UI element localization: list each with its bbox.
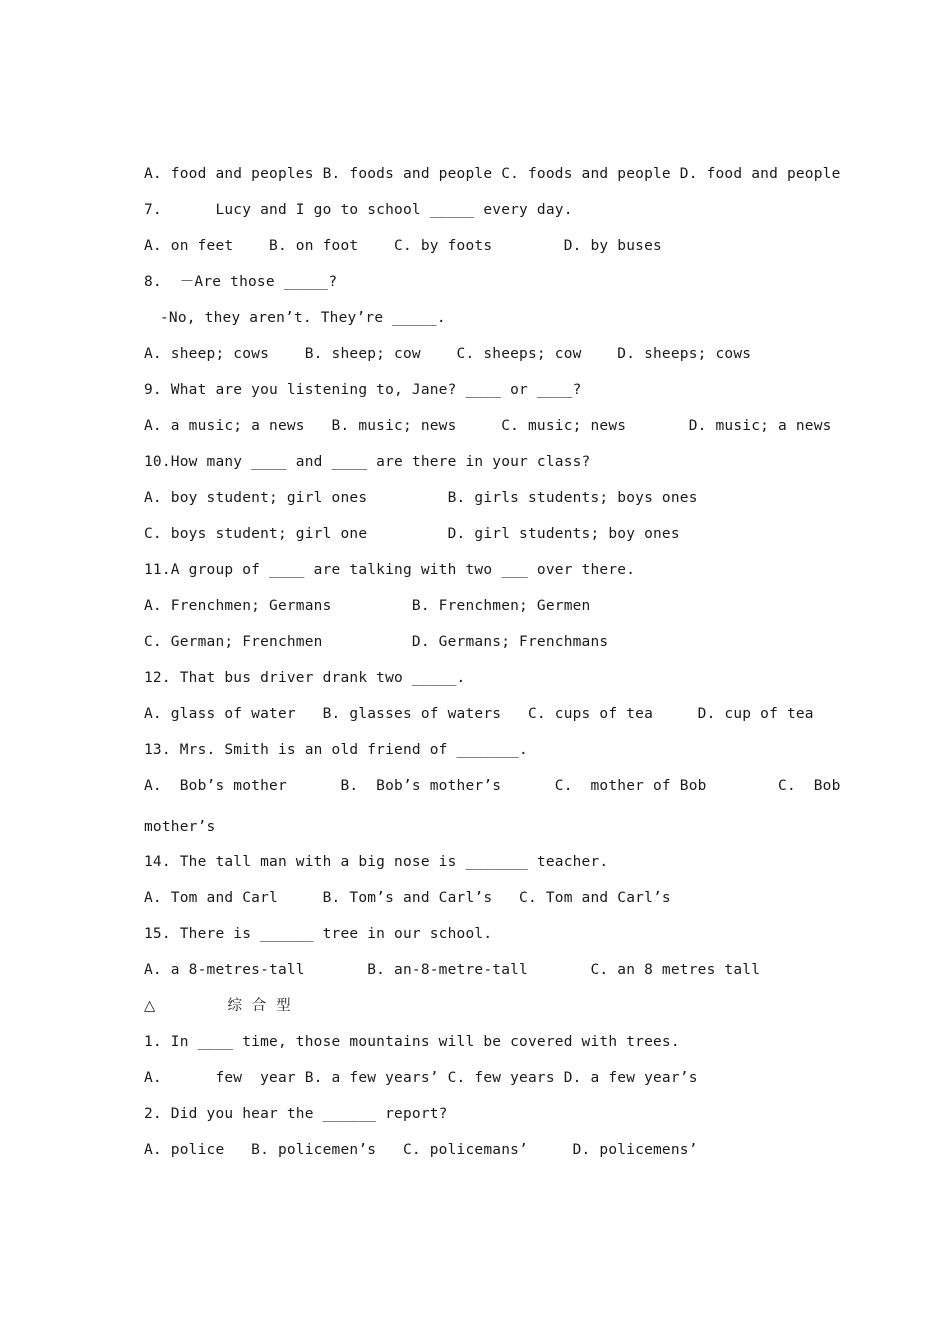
- q13-options-wrap: mother’s: [144, 819, 216, 835]
- q14-question: 14. The tall man with a big nose is _______ teacher.: [144, 854, 609, 870]
- q15-options: A. a 8-metres-tall B. an-8-metre-tall C. an 8 metres tall: [144, 962, 761, 978]
- q11-options-cd: C. German; Frenchmen D. Germans; Frenchmans: [144, 634, 609, 650]
- q6-options: A. food and peoples B. foods and people C. foods and people D. food and people: [144, 166, 841, 182]
- c2-options: A. police B. policemen’s C. policemans’ D. policemens’: [144, 1142, 698, 1158]
- q13-options: A. Bob’s mother B. Bob’s mother’s C. mother of Bob C. Bob: [144, 778, 841, 794]
- q10-options-ab: A. boy student; girl ones B. girls students; boys ones: [144, 490, 698, 506]
- q11-question: 11.A group of ____ are talking with two ___ over there.: [144, 562, 636, 578]
- q15-question: 15. There is ______ tree in our school.: [144, 926, 493, 942]
- q13-question: 13. Mrs. Smith is an old friend of _______.: [144, 742, 528, 758]
- q7-question: 7. Lucy and I go to school _____ every day.: [144, 202, 573, 218]
- q7-options: A. on feet B. on foot C. by foots D. by buses: [144, 238, 662, 254]
- q10-question: 10.How many ____ and ____ are there in your class?: [144, 454, 591, 470]
- q8-question: 8. －Are those _____?: [144, 274, 338, 290]
- q12-question: 12. That bus driver drank two _____.: [144, 670, 466, 686]
- c1-question: 1. In ____ time, those mountains will be covered with trees.: [144, 1034, 680, 1050]
- q14-options: A. Tom and Carl B. Tom’s and Carl’s C. Tom and Carl’s: [144, 890, 671, 906]
- c2-question: 2. Did you hear the ______ report?: [144, 1106, 448, 1122]
- q10-options-cd: C. boys student; girl one D. girl students; boy ones: [144, 526, 680, 542]
- q8-answer-line: -No, they aren’t. They’re _____.: [160, 310, 446, 326]
- q11-options-ab: A. Frenchmen; Germans B. Frenchmen; Germen: [144, 598, 591, 614]
- q9-question: 9. What are you listening to, Jane? ____ or ____?: [144, 382, 582, 398]
- q12-options: A. glass of water B. glasses of waters C. cups of tea D. cup of tea: [144, 706, 814, 722]
- section-heading: △ 综 合 型: [144, 998, 291, 1014]
- q8-options: A. sheep; cows B. sheep; cow C. sheeps; cow D. sheeps; cows: [144, 346, 752, 362]
- c1-options: A. few year B. a few years’ C. few years D. a few year’s: [144, 1070, 698, 1086]
- q9-options: A. a music; a news B. music; news C. music; news D. music; a news: [144, 418, 832, 434]
